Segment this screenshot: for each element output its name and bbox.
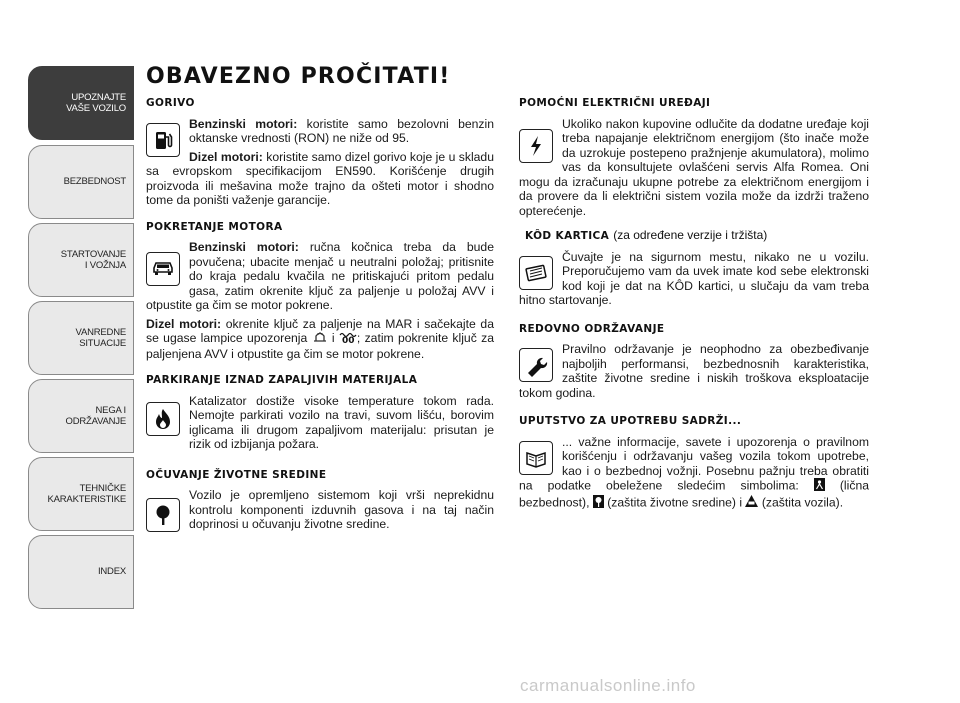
section-heading: REDOVNO ODRŽAVANJE [519, 322, 665, 335]
tab-index[interactable] [28, 535, 134, 609]
tab-upoznajte[interactable] [28, 66, 134, 140]
section-heading [525, 228, 869, 244]
lead-benzinski: Benzinski motori: [189, 116, 298, 131]
body-text: Čuvajte je na sigurnom mestu, nikako ne u vozilu. Preporučujemo vam da uvek imate kod sebe elektronski kod koji je dat na KÔD kartici, u slučaju da vam treba hitno startovanje. [519, 249, 869, 307]
tab-label: INDEX [97, 566, 126, 578]
heading-text: KÔD KARTICA [525, 230, 610, 242]
right-column [519, 96, 869, 515]
section-heading: UPUTSTVO ZA UPOTREBU SADRŽI... [519, 415, 742, 427]
body-text: koristite samo bezolovni benzin oktanske vrednosti (RON) ne niže od 95. [189, 116, 494, 145]
lead-dizel: Dizel motori: [189, 149, 263, 164]
fire-icon [146, 402, 180, 436]
tab-tehnicke[interactable] [28, 457, 134, 531]
tab-label: I VOŽNJA [84, 260, 126, 271]
vehicle-protection-icon [745, 495, 758, 511]
tab-label: VAŠE VOZILO [66, 103, 126, 114]
body-text: ... važne informacije, savete i upozorenja o pravilnom korišćenju i održavanju vašeg vozila tokom upotrebe, kao i o bezbednoj vožnji. Posebnu pažnju treba obratiti na podatke obeležene sledećim simbolima: [519, 434, 869, 493]
body-text: ; zatim pokrenite ključ za paljenjena AVV i otpustite ga čim se motor pokrene. [146, 331, 494, 361]
card-icon [519, 256, 553, 290]
section-heading: PARKIRANJE IZNAD ZAPALJIVIH MATERIJALA [146, 374, 418, 387]
lead-dizel: Dizel motori: [146, 316, 222, 331]
wrench-icon [519, 348, 553, 382]
tab-label: SITUACIJE [79, 338, 126, 349]
tab-label: KARAKTERISTIKE [47, 494, 126, 505]
body-text: ručna kočnica treba da bude povučena; ubacite menjač u neutralni položaj; pritisnite do kraja pedalu kvačila ne pritiskajući pritom pedalu gasa, zatim okrenite ključ za paljenje u položaj AVV i otpustite ga čim se motor pokrene. [146, 240, 494, 312]
lightning-icon [519, 129, 553, 163]
section-heading: GORIVO [146, 97, 195, 109]
body-text: (zaštita životne sredine) i [603, 494, 746, 509]
fuel-pump-icon [146, 123, 180, 157]
body-text: koristite samo dizel gorivo koje je u skladu sa evropskom specifikacijom EN590. Korišćenje drugih proizvoda ili mešavina može trajno da ošteti motor i shodno tome da poništi važenje garancije. [146, 149, 494, 207]
lead-benzinski: Benzinski motori: [189, 240, 299, 254]
tab-nega[interactable] [28, 379, 134, 453]
tab-label: VANREDNE [75, 326, 126, 338]
tab-bezbednost[interactable] [28, 145, 134, 219]
car-icon [146, 252, 180, 286]
body-text: okrenite ključ za paljenje na MAR i sačekajte da se ugase lampice upozorenja [146, 316, 494, 345]
section-uputstvo [519, 414, 869, 511]
section-heading: POMOĆNI ELEKTRIČNI UREĐAJI [519, 97, 711, 109]
tab-vanredne[interactable] [28, 301, 134, 375]
glow-plug-warning-icon [312, 331, 328, 347]
book-icon [519, 441, 553, 475]
tab-label: ODRŽAVANJE [65, 416, 126, 427]
page-title: OBAVEZNO PROČITATI! [146, 64, 451, 89]
section-ocuvanje [146, 468, 494, 532]
environment-icon [593, 495, 604, 512]
section-parkiranje [146, 373, 494, 452]
section-heading: OČUVANJE ŽIVOTNE SREDINE [146, 468, 327, 481]
body-text: Ukoliko nakon kupovine odlučite da dodatne uređaje koji treba napajanje električnom energijom (što inače može da uzrokuje postepeno pražnjenje akumulatora), molimo vas da konsultujete ovlašćeni servis Alfa Romea. Oni mogu da izračunaju ukupne potrebe za električnom energijom i da provere da li električni sistem vozila može da izdrži traženo opterećenje. [519, 116, 869, 218]
section-kod-kartica [519, 228, 869, 308]
body-text: Katalizator dostiže visoke temperature tokom rada. Nemojte parkirati vozilo na travi, suvom lišću, borovim iglicama ili drugom zapaljivom materijalu: prisutan je rizik od izbijanja požara. [189, 393, 494, 452]
tab-startovanje[interactable] [28, 223, 134, 297]
preheat-warning-icon [339, 331, 357, 347]
body-text: Vozilo je opremljeno sistemom koji vrši neprekidnu kontrolu komponenti izduvnih gasova i na taj način doprinosi u očuvanju životne sredine. [189, 488, 494, 532]
tree-icon [146, 498, 180, 532]
section-redovno [519, 322, 869, 401]
tab-label: STARTOVANJE [60, 248, 126, 260]
tab-label: NEGA I [95, 404, 126, 416]
section-pomocni [519, 96, 869, 218]
svg-text:00: 00 [341, 336, 355, 344]
body-text: (lična bezbednost), [519, 478, 869, 509]
body-text: i [327, 331, 339, 345]
section-gorivo [146, 96, 494, 208]
body-text: Pravilno održavanje je neophodno za obezbeđivanje najboljih performansi, bezbednosnih karakteristika, zaštite životne sredine i niskih troškova eksploatacije tokom godina. [519, 342, 869, 400]
section-pokretanje [146, 220, 494, 362]
tab-label: BEZBEDNOST [63, 176, 126, 188]
watermark: carmanualsonline.info [520, 676, 696, 695]
left-column [146, 96, 494, 536]
tab-label: UPOZNAJTE [71, 91, 126, 103]
section-heading: POKRETANJE MOTORA [146, 220, 283, 233]
tab-label: TEHNIČKE [79, 482, 126, 494]
personal-safety-icon [814, 478, 825, 495]
body-text: (zaštita vozila). [758, 494, 844, 509]
heading-subtitle: (za određene verzije i tržišta) [613, 228, 768, 242]
